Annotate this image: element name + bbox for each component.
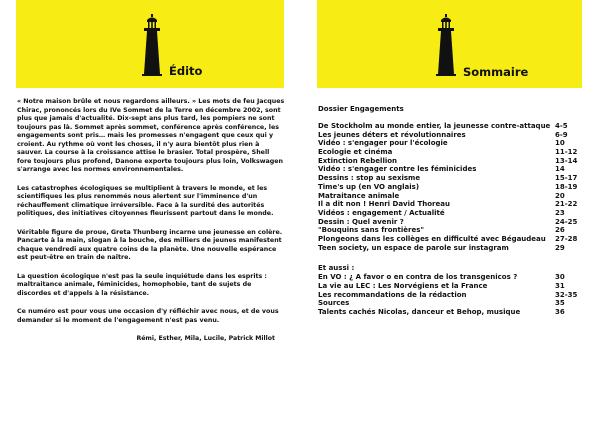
toc-entry: [318, 291, 582, 300]
toc-entry-pages: 32-35: [555, 290, 578, 299]
toc-entry-pages: 14: [555, 165, 565, 174]
toc-entry-title: Dessins : stop au sexisme: [318, 174, 421, 183]
toc-entry-title: Il a dit non ! Henri David Thoreau: [318, 200, 450, 209]
toc-entry-title: Les jeunes déters et révolutionnaires: [318, 130, 466, 139]
toc-entry-title: Vidéos : engagement / Actualité: [318, 208, 445, 217]
toc-section-et-aussi: [318, 273, 582, 316]
toc-section-dossier: [318, 122, 582, 252]
toc-entry-title: Plongeons dans les collèges en difficulté avec Bégaudeau: [318, 234, 546, 243]
sommaire-title: Sommaire: [463, 65, 529, 79]
toc-entry: [318, 244, 582, 253]
edito-signature: Rémi, Esther, Mila, Lucile, Patrick Millot: [136, 335, 275, 342]
toc-entry-title: En VO : ¿ A favor o en contra de los transgenicos ?: [318, 273, 518, 282]
toc-entry: [318, 273, 582, 282]
toc-entry-pages: 29: [555, 243, 565, 252]
table-of-contents: [318, 104, 582, 317]
toc-entry-pages: 26: [555, 226, 565, 235]
toc-entry-title: La vie au LEC : Les Norvégiens et la France: [318, 282, 488, 290]
toc-entry-pages: 27-28: [555, 234, 578, 243]
lighthouse-icon: [434, 14, 458, 76]
toc-entry: [318, 235, 582, 244]
edito-title: Édito: [169, 64, 203, 78]
toc-entry-title: Vidéo : s'engager pour l'écologie: [318, 139, 448, 148]
toc-entry-title: Vidéo : s'engager contre les féminicides: [318, 165, 477, 174]
toc-entry-pages: 11-12: [555, 148, 578, 157]
edito-paragraph: Ce numéro est pour vous une occasion d'y réfléchir avec nous, et de vous demander si le moment de l'engagement n'est pas venu.: [17, 308, 279, 324]
toc-entry-pages: 20: [555, 191, 565, 200]
toc-entry: [318, 131, 582, 140]
toc-entry: [318, 192, 582, 201]
toc-entry-pages: 6-9: [555, 130, 568, 139]
toc-entry: [318, 209, 582, 218]
toc-entry: [318, 226, 582, 235]
toc-entry-title: Ecologie et cinéma: [318, 148, 393, 157]
toc-entry-pages: 24-25: [555, 217, 578, 226]
toc-entry-pages: 35: [555, 299, 565, 308]
toc-entry-pages: 21-22: [555, 200, 578, 209]
edito-paragraph: Les catastrophes écologiques se multiplient à travers le monde, et les scientifiques les plus renommés nous alertent sur l'imminence d'un réchauffement climatique irréversible. Face à la surdité des autorités politiques, des initiatives citoyennes fleurissent partout dans le monde.: [17, 184, 274, 217]
toc-entry-pages: 36: [555, 308, 565, 317]
toc-entry: [318, 122, 582, 131]
lighthouse-icon: [140, 14, 164, 76]
toc-entry: [318, 282, 582, 291]
edito-page: [16, 0, 286, 424]
toc-entry: [318, 148, 582, 157]
edito-paragraph: « Notre maison brûle et nous regardons ailleurs. » Les mots de feu Jacques Chirac, prononcés lors du IVe Sommet de la Terre en décembre 2002, sont plus que jamais d'actualité. Dix-sept ans plus tard, les pompiers ne sont toujours pas là. Sommet après sommet, conférence après conférence, les engagements sont pris… mais les promesses n'engagent que ceux qui y croient. Au rythme où vont les choses, il n'y aura bientôt plus rien à sauver. La course à la croissance attise le brasier. Total prospère, Shell fore toujours plus profond, Danone exporte toujours plus loin, Volkswagen s'arrange avec les normes environnementales.: [17, 98, 285, 173]
toc-entry-pages: 13-14: [555, 156, 578, 165]
toc-entry-title: Sources: [318, 299, 350, 308]
toc-entry: [318, 157, 582, 166]
toc-entry: [318, 200, 582, 209]
sommaire-page: [317, 0, 583, 424]
sommaire-banner: [317, 0, 582, 88]
toc-entry-title: "Bouquins sans frontières": [318, 226, 425, 235]
toc-entry: [318, 174, 582, 183]
edito-paragraph: Véritable figure de proue, Greta Thunberg incarne une jeunesse en colère. Pancarte à la main, slogan à la bouche, des milliers de jeunes manifestent chaque vendredi aux quatre coins de la planète. Une nouvelle espérance est peut-être en train de naître.: [17, 228, 283, 261]
toc-entry-title: Time's up (en VO anglais): [318, 182, 420, 191]
toc-entry-title: De Stockholm au monde entier, la jeunesse contre-attaque: [318, 122, 551, 130]
toc-entry-title: Dessin : Quel avenir ?: [318, 217, 404, 226]
edito-body: [17, 98, 285, 344]
toc-entry-title: Les recommandations de la rédaction: [318, 290, 467, 299]
toc-entry: [318, 299, 582, 308]
toc-entry-title: Talents cachés Nicolas, danceur et Behop, musique: [318, 308, 521, 317]
toc-entry-pages: 30: [555, 273, 565, 282]
toc-section-heading: Dossier Engagements: [318, 105, 404, 113]
toc-entry: [318, 183, 582, 192]
toc-entry: [318, 139, 582, 148]
toc-entry-pages: 4-5: [555, 122, 568, 130]
toc-entry-pages: 31: [555, 282, 565, 290]
toc-entry: [318, 308, 582, 317]
toc-entry-title: Teen society, un espace de parole sur instagram: [318, 243, 509, 252]
toc-entry-title: Extinction Rebellion: [318, 156, 398, 165]
edito-paragraph: La question écologique n'est pas la seule inquiétude dans les esprits : maltraitance animale, féminicides, homophobie, tant de sujets de discordes et d'appels à la résistance.: [17, 272, 267, 297]
toc-entry: [318, 165, 582, 174]
toc-entry-pages: 23: [555, 208, 565, 217]
edito-banner: [16, 0, 284, 88]
toc-section-heading: Et aussi :: [318, 264, 355, 273]
toc-entry-pages: 15-17: [555, 174, 578, 183]
toc-entry-title: Matraitance animale: [318, 191, 400, 200]
toc-entry-pages: 10: [555, 139, 565, 148]
toc-entry-pages: 18-19: [555, 182, 578, 191]
toc-entry: [318, 218, 582, 227]
